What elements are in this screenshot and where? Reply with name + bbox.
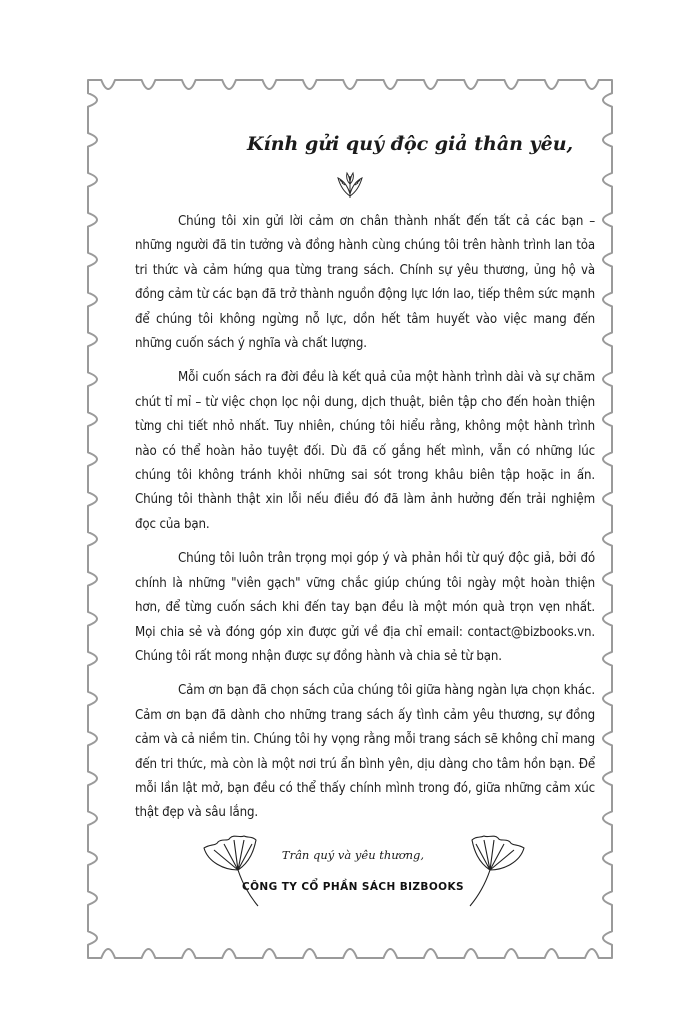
sprig-icon xyxy=(333,170,367,200)
paragraph: Chúng tôi xin gửi lời cảm ơn chân thành nhất đến tất cả các bạn – những người đã tin tưởng và đồng hành cùng chúng tôi trên hành trình lan tỏa tri thức và cảm hứng qua từng trang sách. Chính sự yêu thương, ủng hộ và đồng cảm từ các bạn đã trở thành nguồn động lực lớn lao, tiếp thêm sức mạnh để chúng tôi không ngừng nỗ lực, dồn hết tâm huyết vào việc mang đến những cuốn sách ý nghĩa và chất lượng. xyxy=(135,214,595,352)
letter xyxy=(135,130,595,836)
greeting: Kính gửi quý độc giả thân yêu, xyxy=(247,133,574,155)
closing-line: Trân quý và yêu thương, xyxy=(281,848,425,862)
paragraph: Mỗi cuốn sách ra đời đều là kết quả của một hành trình dài và sự chăm chút tỉ mỉ – từ việc chọn lọc nội dung, dịch thuật, biên tập cho đến hoàn thiện từng chi tiết nhỏ nhất. Tuy nhiên, chúng tôi hiểu rằng, không một hành trình nào có thể hoàn hảo tuyệt đối. Dù đã cố gắng hết mình, vẫn có những lúc chúng tôi không tránh khỏi những sai sót trong khâu biên tập hoặc in ấn. Chúng tôi thành thật xin lỗi nếu điều đó đã làm ảnh hưởng đến trải nghiệm đọc của bạn. xyxy=(135,370,595,532)
ginkgo-leaf-icon xyxy=(448,826,532,910)
company-name: CÔNG TY CỔ PHẦN SÁCH BIZBOOKS xyxy=(242,881,464,893)
ginkgo-leaf-icon xyxy=(196,826,280,910)
paragraph: Cảm ơn bạn đã chọn sách của chúng tôi giữa hàng ngàn lựa chọn khác. Cảm ơn bạn đã dành cho những trang sách ấy tình cảm yêu thương, sự đồng cảm và cả niềm tin. Chúng tôi hy vọng rằng mỗi trang sách sẽ không chỉ mang đến tri thức, mà còn là một nơi trú ẩn bình yên, dịu dàng cho tâm hồn bạn. Để mỗi lần lật mở, bạn đều có thể thấy chính mình trong đó, giữa những cảm xúc thật đẹp và sâu lắng. xyxy=(135,683,595,821)
paragraph: Chúng tôi luôn trân trọng mọi góp ý và phản hồi từ quý độc giả, bởi đó chính là những "viên gạch" vững chắc giúp chúng tôi ngày một hoàn thiện hơn, để từng cuốn sách khi đến tay bạn đều là một món quà trọn vẹn nhất. Mọi chia sẻ và đóng góp xin được gửi về địa chỉ email: contact@bizbooks.vn. Chúng tôi rất mong nhận được sự đồng hành và chia sẻ từ bạn. xyxy=(135,551,595,664)
letter-body xyxy=(135,210,595,826)
